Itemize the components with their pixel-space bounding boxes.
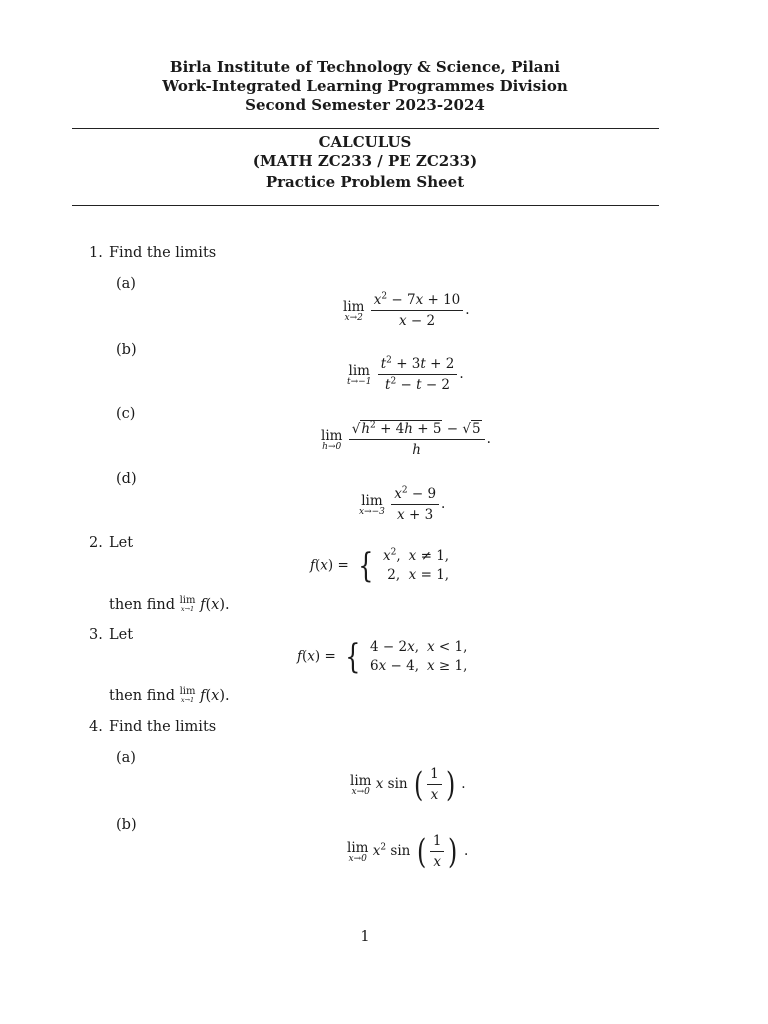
semester: Second Semester 2023-2024 xyxy=(245,96,485,114)
course-code: (MATH ZC233 / PE ZC233) xyxy=(252,152,478,170)
problem-1a-expression: lim x→2 $\frac{x^2 - 7x + 10}{x - 2}$ . xyxy=(343,291,470,329)
page-number: 1 xyxy=(360,929,370,945)
problem-2-then-text: then find xyxy=(109,597,175,613)
problem-1-text: Find the limits xyxy=(109,245,217,261)
problem-4-text: Find the limits xyxy=(109,719,217,735)
problem-3-number: 3. xyxy=(89,627,103,643)
problem-4b-label: (b) xyxy=(116,817,137,833)
problem-2-piecewise: f(x) = { $x^2$, x ≠ 1, 2, x = 1, xyxy=(310,546,450,586)
bottom-rule xyxy=(72,205,659,206)
problem-1b-expression: lim t→−1 $\frac{t^2 + 3t + 2}{t^2 - t - 2}$ . xyxy=(347,355,464,393)
course-title: CALCULUS xyxy=(318,133,412,151)
division-name: Work-Integrated Learning Programmes Division xyxy=(162,77,568,95)
problem-3-then-text: then find xyxy=(109,688,175,704)
problem-4a-label: (a) xyxy=(116,750,136,766)
problem-1d-expression: lim x→−3 $\frac{x^2 - 9}{x + 3}$ . xyxy=(359,485,446,523)
problem-1c-expression: lim h→0 $\frac{√h^2 + 4h + 5 - √5}{h}$ . xyxy=(321,420,491,458)
top-rule xyxy=(72,128,659,129)
problem-1c-label: (c) xyxy=(116,406,136,422)
problem-4b-expression: lim x→0 $x^2$ sin ( $\frac{1}{x}$ ) . xyxy=(347,831,469,872)
problem-1-number: 1. xyxy=(89,245,103,261)
problem-2-text: Let xyxy=(109,535,134,551)
institute-name: Birla Institute of Technology & Science, Pilani xyxy=(169,58,561,76)
problem-1a-label: (a) xyxy=(116,276,136,292)
problem-3-text: Let xyxy=(109,627,134,643)
problem-2-then: then find lim x→1 f(x). xyxy=(109,595,230,613)
problem-2-number: 2. xyxy=(89,535,103,551)
problem-4a-expression: lim x→0 x sin ( $\frac{1}{x}$ ) . xyxy=(350,764,466,805)
problem-4-number: 4. xyxy=(89,719,103,735)
problem-1b-label: (b) xyxy=(116,342,137,358)
problem-1d-label: (d) xyxy=(116,471,137,487)
sheet-title: Practice Problem Sheet xyxy=(265,173,465,191)
problem-3-then: then find lim x→1 f(x). xyxy=(109,686,230,704)
problem-3-piecewise: f(x) = { 4 − 2x, x < 1, 6x − 4, x ≥ 1, xyxy=(297,637,468,677)
